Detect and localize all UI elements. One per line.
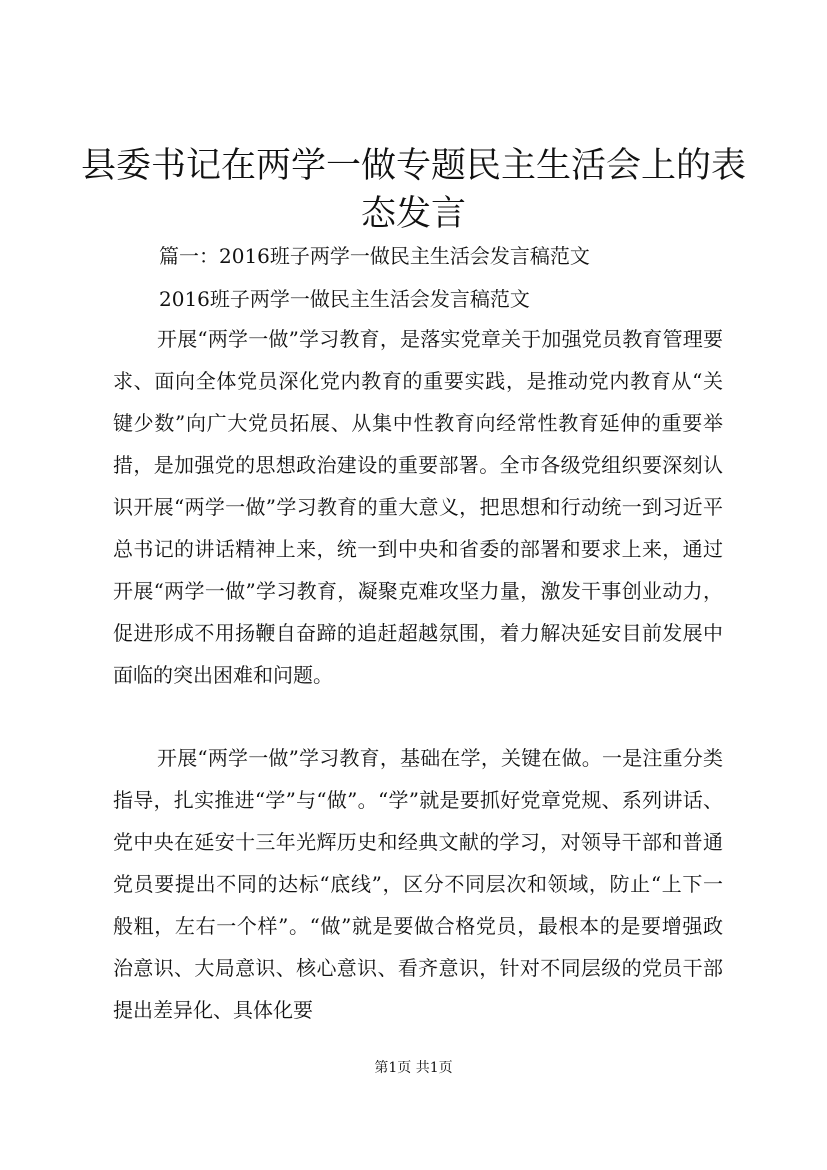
- document-title: 县委书记在两学一做专题民主生活会上的表态发言: [80, 146, 746, 234]
- page-footer: 第1页 共1页: [374, 1060, 453, 1076]
- section-heading: 篇一：2016班子两学一做民主生活会发言稿范文: [159, 244, 590, 268]
- body-paragraph-2: 开展“两学一做”学习教育，基础在学，关键在做。一是注重分类指导，扎实推进“学”与“做”。“学”就是要抓好党章党规、系列讲话、党中央在延安十三年光辉历史和经典文献的学习，对领导干部和普通党员要提出不同的达标“底线”，区分不同层次和领域，防止“上下一般粗，左右一个样”。“做”就是要做合格党员，最根本的是要增强政治意识、大局意识、核心意识、看齐意识，针对不同层级的党员干部提出差异化、具体化要: [113, 746, 723, 1022]
- sub-heading: 2016班子两学一做民主生活会发言稿范文: [159, 287, 530, 311]
- body-paragraph-1: 开展“两学一做”学习教育，是落实党章关于加强党员教育管理要求、面向全体党员深化党内教育的重要实践，是推动党内教育从“关键少数”向广大党员拓展、从集中性教育向经常性教育延伸的重要举措，是加强党的思想政治建设的重要部署。全市各级党组织要深刻认识开展“两学一做”学习教育的重大意义，把思想和行动统一到习近平总书记的讲话精神上来，统一到中央和省委的部署和要求上来，通过开展“两学一做”学习教育，凝聚克难攻坚力量，激发干事创业动力，促进形成不用扬鞭自奋蹄的追赶超越氛围，着力解决延安目前发展中面临的突出困难和问题。: [113, 327, 723, 687]
